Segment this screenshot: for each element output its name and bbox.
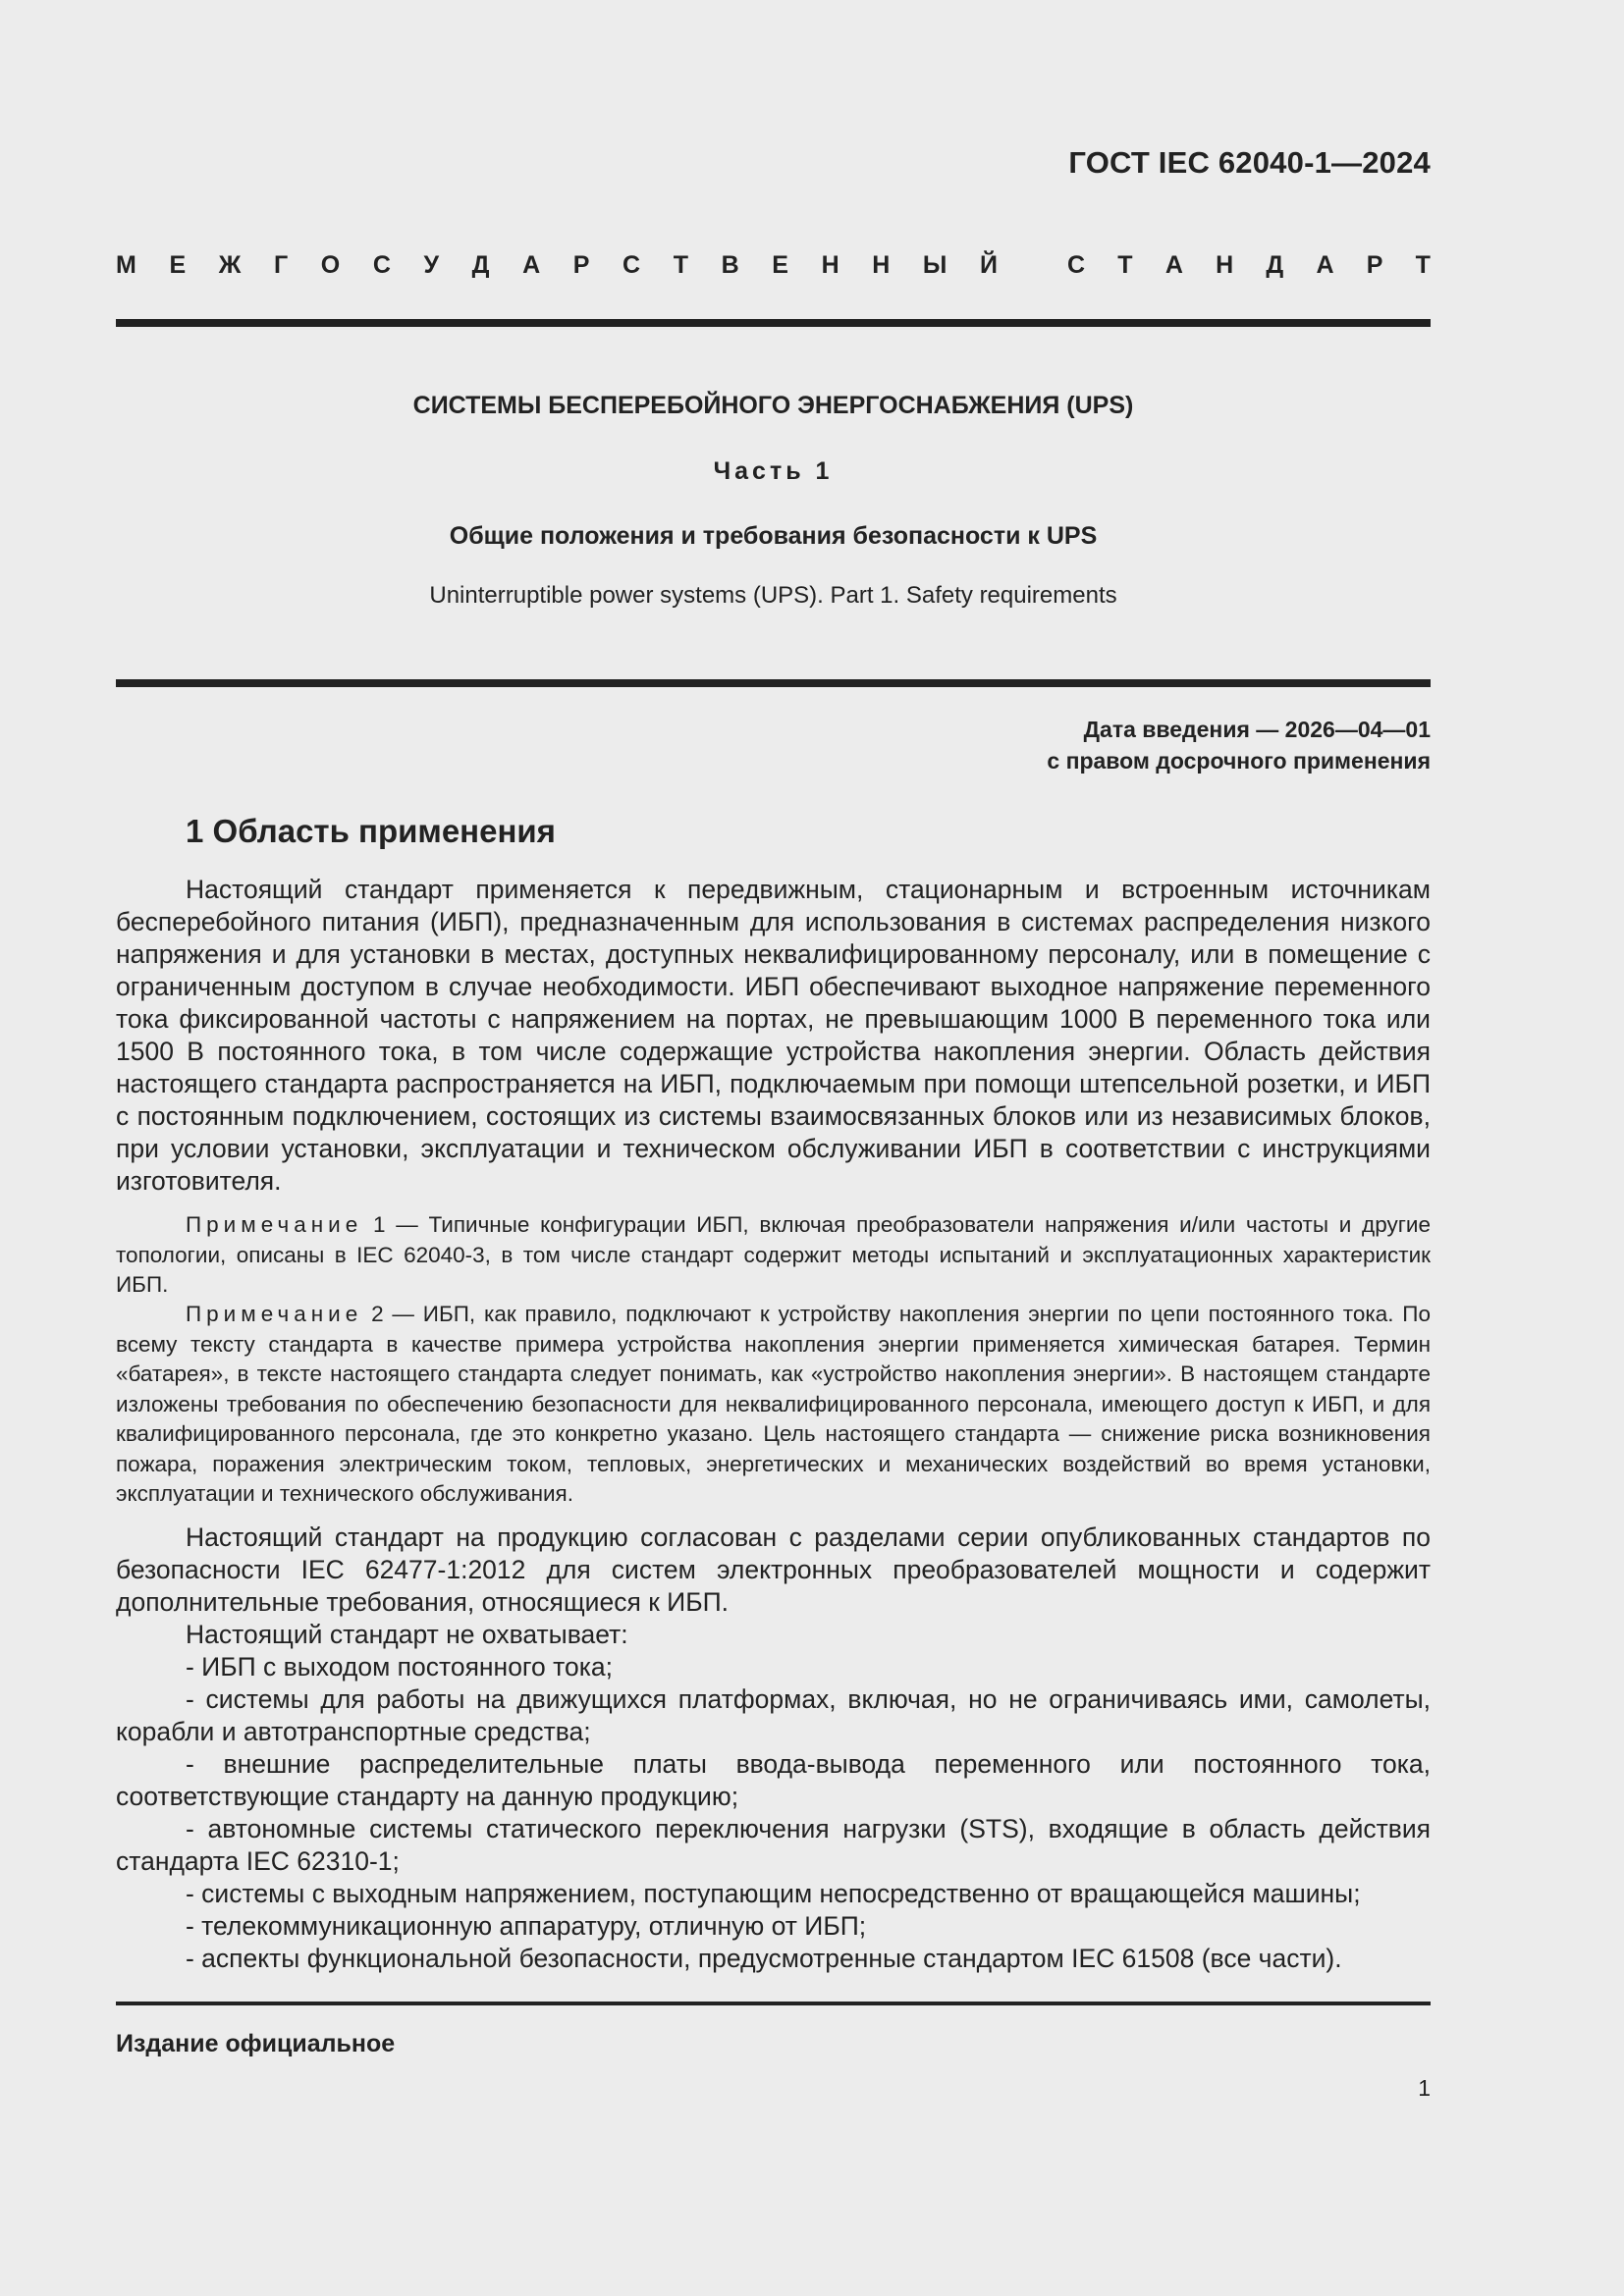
banner-letter: А xyxy=(1316,251,1334,279)
banner-letter: Г xyxy=(273,251,289,279)
banner-letter: Т xyxy=(1415,251,1431,279)
middle-divider xyxy=(116,679,1431,687)
banner-letter: Е xyxy=(169,251,187,279)
banner-letter: С xyxy=(372,251,391,279)
banner-letter: В xyxy=(721,251,739,279)
document-page xyxy=(116,0,1431,2296)
banner-letter: Д xyxy=(1266,251,1284,279)
early-application-note: с правом досрочного применения xyxy=(1047,748,1431,774)
interstate-word xyxy=(116,251,998,280)
list-item: - внешние распределительные платы ввода-вывода переменного или постоянного тока, соответствующие стандарту на данную продукцию; xyxy=(116,1749,1431,1811)
banner-letter: Й xyxy=(980,251,998,279)
banner-letter: Т xyxy=(673,251,688,279)
document-number: ГОСТ IEC 62040-1—2024 xyxy=(1068,145,1431,180)
list-item: - системы для работы на движущихся платформах, включая, но не ограничиваясь ими, самолеты, корабли и автотранспортные средства; xyxy=(116,1684,1431,1746)
list-item: - аспекты функциональной безопасности, предусмотренные стандартом IEC 61508 (все части). xyxy=(186,1944,1342,1973)
banner-letter: А xyxy=(1164,251,1183,279)
note-label: Примечание xyxy=(186,1212,363,1237)
note-text: 2 — ИБП, как правило, подключают к устройству накопления энергии по цепи постоянного тока. По всему тексту стандарта в качестве примера устройства накопления энергии применяется химическая батарея. Термин «батарея», в тексте настоящего стандарта следует понимать, как «устройство накопления энергии». В настоящем стандарте изложены требования по обеспечению безопасности для неквалифицированного персонала, имеющего доступ к ИБП, и для квалифицированного персонала, где это конкретно указано. Цель настоящего стандарта — снижение риска возникновения пожара, поражения электрическим током, тепловых, энергетических и механических воздействий во время установки, эксплуатации и технического обслуживания. xyxy=(116,1302,1431,1506)
official-edition-label: Издание официальное xyxy=(116,2030,396,2057)
banner-letter: М xyxy=(116,251,136,279)
harmonization-paragraph: Настоящий стандарт на продукцию согласован с разделами серии опубликованных стандартов по безопасности IEC 62477-1:2012 для систем электронных преобразователей мощности и содержит дополнительные требования, относящиеся к ИБП. xyxy=(116,1522,1431,1617)
note-1 xyxy=(116,1210,1431,1301)
introduction-date: Дата введения — 2026—04—01 xyxy=(1083,717,1431,742)
scope-paragraph: Настоящий стандарт применяется к передвижным, стационарным и встроенным источникам бесперебойного питания (ИБП), предназначенным для использования в системах распределения низкого напряжения и для установки в местах, доступных неквалифицированному персоналу, или в помещение с ограниченным доступом в случае необходимости. ИБП обеспечивают выходное напряжение переменного тока фиксированной частоты с напряжением на портах, не превышающим 1000 В переменного тока или 1500 В постоянного тока, в том числе содержащие устройства накопления энергии. Область действия настоящего стандарта распространяется на ИБП, подключаемым при помощи штепсельной розетки, и ИБП с постоянным подключением, состоящих из системы взаимосвязанных блоков или из независимых блоков, при условии установки, эксплуатации и техническом обслуживании ИБП в соответствии с инструкциями изготовителя. xyxy=(116,875,1431,1196)
document-title: СИСТЕМЫ БЕСПЕРЕБОЙНОГО ЭНЕРГОСНАБЖЕНИЯ (UPS) xyxy=(412,392,1134,419)
exclusions-intro: Настоящий стандарт не охватывает: xyxy=(186,1620,628,1649)
bottom-divider xyxy=(116,2002,1431,2005)
note-text: 1 — Типичные конфигурации ИБП, включая преобразователи напряжения и/или частоты и другие топологии, описаны в IEC 62040-3, в том числе стандарт содержит методы испытаний и эксплуатационных характеристик ИБП. xyxy=(116,1212,1431,1297)
part-label: Часть 1 xyxy=(713,457,834,485)
list-item: - автономные системы статического переключения нагрузки (STS), входящие в область действия стандарта IEC 62310-1; xyxy=(116,1814,1431,1876)
document-subtitle: Общие положения и требования безопасности к UPS xyxy=(449,522,1098,550)
banner-letter: Н xyxy=(821,251,839,279)
top-divider xyxy=(116,319,1431,327)
banner-letter: Р xyxy=(572,251,590,279)
banner-letter: С xyxy=(623,251,641,279)
note-2 xyxy=(116,1300,1431,1510)
banner-letter: А xyxy=(522,251,541,279)
banner-letter: Н xyxy=(872,251,891,279)
banner-letter: Ж xyxy=(218,251,242,279)
banner-letter: О xyxy=(320,251,341,279)
list-item: - ИБП с выходом постоянного тока; xyxy=(186,1652,613,1682)
exclusions-list xyxy=(116,1619,1431,1975)
banner-letter: Д xyxy=(471,251,490,279)
list-item: - телекоммуникационную аппаратуру, отличную от ИБП; xyxy=(186,1911,867,1941)
banner-letter: С xyxy=(1067,251,1086,279)
page-number: 1 xyxy=(1418,2075,1431,2101)
standard-word xyxy=(1067,251,1431,280)
banner-letter: Е xyxy=(772,251,788,279)
banner-letter: У xyxy=(423,251,440,279)
banner-letter: Н xyxy=(1216,251,1234,279)
banner-letter: Ы xyxy=(922,251,947,279)
introduction-date-block xyxy=(1047,714,1431,776)
list-item: - системы с выходным напряжением, поступающим непосредственно от вращающейся машины; xyxy=(186,1879,1361,1908)
english-title: Uninterruptible power systems (UPS). Part 1. Safety requirements xyxy=(429,582,1117,609)
banner-letter: Т xyxy=(1117,251,1133,279)
banner-letter: Р xyxy=(1366,251,1383,279)
note-label: Примечание xyxy=(186,1302,363,1326)
section-heading: 1 Область применения xyxy=(186,813,556,849)
interstate-standard-banner xyxy=(116,251,1431,280)
